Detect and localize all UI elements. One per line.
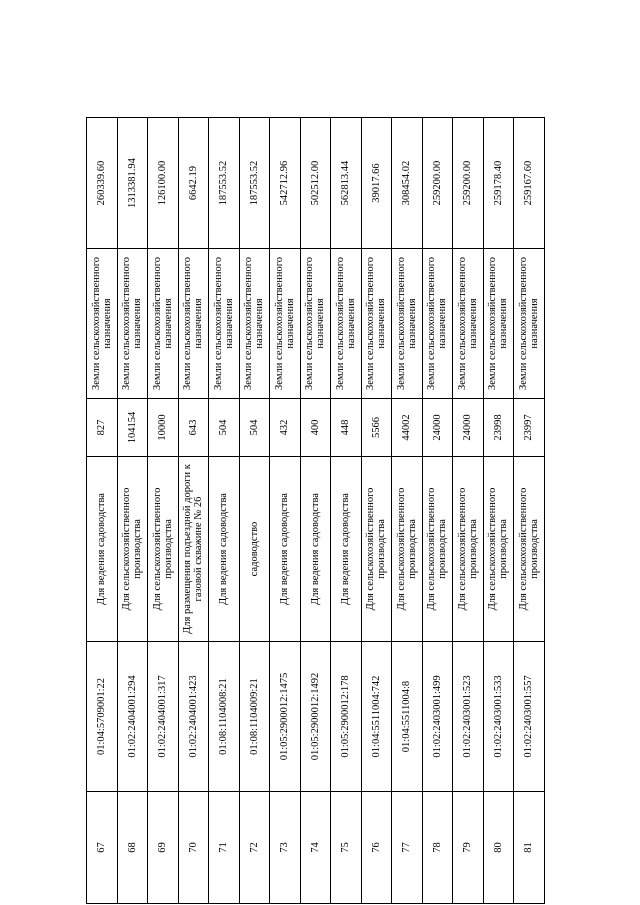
table-row: [117, 118, 148, 904]
cadastral-value-cell: 6642.19: [178, 118, 209, 249]
area-cell: 24000: [453, 399, 484, 457]
row-number-cell: 81: [514, 792, 545, 904]
table-row: [178, 118, 209, 904]
table-row: [87, 118, 118, 904]
rotated-table-wrapper: [86, 118, 544, 904]
row-number-cell: 69: [148, 792, 179, 904]
row-number-cell: 76: [361, 792, 392, 904]
land-category-cell: Земли сельскохозяйственного назначения: [148, 249, 179, 399]
cadastral-number-cell: 01:02:2403001:557: [514, 642, 545, 792]
cadastral-number-cell: 01:04:5511004:8: [392, 642, 423, 792]
table-row: [209, 118, 240, 904]
cadastral-number-cell: 01:02:2404001:317: [148, 642, 179, 792]
area-cell: 827: [87, 399, 118, 457]
row-number-cell: 80: [483, 792, 514, 904]
cadastral-number-cell: 01:02:2404001:423: [178, 642, 209, 792]
table-row: [392, 118, 423, 904]
cadastral-value-cell: 542712.96: [270, 118, 301, 249]
cadastral-number-cell: 01:04:5709001:22: [87, 642, 118, 792]
permitted-use-cell: Для ведения садоводства: [300, 457, 331, 642]
table-row: [148, 118, 179, 904]
permitted-use-cell: Для сельскохозяйственного производства: [514, 457, 545, 642]
row-number-cell: 75: [331, 792, 362, 904]
area-cell: 10000: [148, 399, 179, 457]
permitted-use-cell: Для сельскохозяйственного производства: [148, 457, 179, 642]
cadastral-value-cell: 308454.02: [392, 118, 423, 249]
permitted-use-cell: Для сельскохозяйственного производства: [392, 457, 423, 642]
table-row: [453, 118, 484, 904]
permitted-use-cell: Для сельскохозяйственного производства: [422, 457, 453, 642]
land-category-cell: Земли сельскохозяйственного назначения: [270, 249, 301, 399]
table-row: [270, 118, 301, 904]
permitted-use-cell: Для сельскохозяйственного производства: [453, 457, 484, 642]
area-cell: 400: [300, 399, 331, 457]
land-category-cell: Земли сельскохозяйственного назначения: [209, 249, 240, 399]
permitted-use-cell: Для сельскохозяйственного производства: [117, 457, 148, 642]
permitted-use-cell: Для размещения подъездной дороги к газовой скважине № 26: [178, 457, 209, 642]
cadastral-value-cell: 126100.00: [148, 118, 179, 249]
cadastral-value-cell: 187553.52: [239, 118, 270, 249]
land-category-cell: Земли сельскохозяйственного назначения: [87, 249, 118, 399]
area-cell: 432: [270, 399, 301, 457]
area-cell: 504: [209, 399, 240, 457]
cadastral-number-cell: 01:02:2403001:499: [422, 642, 453, 792]
cadastral-value-cell: 502512.00: [300, 118, 331, 249]
row-number-cell: 74: [300, 792, 331, 904]
land-category-cell: Земли сельскохозяйственного назначения: [453, 249, 484, 399]
land-plots-table: [86, 117, 545, 904]
cadastral-value-cell: 259178.40: [483, 118, 514, 249]
row-number-cell: 67: [87, 792, 118, 904]
table-row: [239, 118, 270, 904]
permitted-use-cell: Для ведения садоводства: [331, 457, 362, 642]
land-category-cell: Земли сельскохозяйственного назначения: [483, 249, 514, 399]
row-number-cell: 70: [178, 792, 209, 904]
table-row: [361, 118, 392, 904]
area-cell: 24000: [422, 399, 453, 457]
area-cell: 23998: [483, 399, 514, 457]
row-number-cell: 78: [422, 792, 453, 904]
cadastral-value-cell: 39017.66: [361, 118, 392, 249]
permitted-use-cell: Для ведения садоводства: [87, 457, 118, 642]
table-row: [422, 118, 453, 904]
cadastral-number-cell: 01:02:2404001:294: [117, 642, 148, 792]
area-cell: 504: [239, 399, 270, 457]
cadastral-number-cell: 01:08:1104009:21: [239, 642, 270, 792]
area-cell: 643: [178, 399, 209, 457]
table-row: [483, 118, 514, 904]
cadastral-value-cell: 259200.00: [422, 118, 453, 249]
row-number-cell: 68: [117, 792, 148, 904]
table-row: [300, 118, 331, 904]
land-category-cell: Земли сельскохозяйственного назначения: [392, 249, 423, 399]
land-category-cell: Земли сельскохозяйственного назначения: [300, 249, 331, 399]
area-cell: 104154: [117, 399, 148, 457]
cadastral-value-cell: 260339.60: [87, 118, 118, 249]
cadastral-value-cell: 259167.60: [514, 118, 545, 249]
cadastral-value-cell: 562813.44: [331, 118, 362, 249]
table-row: [514, 118, 545, 904]
cadastral-number-cell: 01:02:2403001:533: [483, 642, 514, 792]
permitted-use-cell: Для сельскохозяйственного производства: [483, 457, 514, 642]
land-category-cell: Земли сельскохозяйственного назначения: [117, 249, 148, 399]
row-number-cell: 77: [392, 792, 423, 904]
area-cell: 23997: [514, 399, 545, 457]
land-category-cell: Земли сельскохозяйственного назначения: [331, 249, 362, 399]
cadastral-value-cell: 259200.00: [453, 118, 484, 249]
area-cell: 44002: [392, 399, 423, 457]
permitted-use-cell: Для ведения садоводства: [270, 457, 301, 642]
table-body: [87, 118, 545, 904]
cadastral-value-cell: 187553.52: [209, 118, 240, 249]
cadastral-number-cell: 01:05:2900012:1475: [270, 642, 301, 792]
cadastral-number-cell: 01:02:2403001:523: [453, 642, 484, 792]
table-row: [331, 118, 362, 904]
permitted-use-cell: Для ведения садоводства: [209, 457, 240, 642]
area-cell: 448: [331, 399, 362, 457]
cadastral-number-cell: 01:08:1104008:21: [209, 642, 240, 792]
land-category-cell: Земли сельскохозяйственного назначения: [514, 249, 545, 399]
row-number-cell: 71: [209, 792, 240, 904]
land-category-cell: Земли сельскохозяйственного назначения: [422, 249, 453, 399]
cadastral-number-cell: 01:05:2900012:1492: [300, 642, 331, 792]
land-category-cell: Земли сельскохозяйственного назначения: [178, 249, 209, 399]
row-number-cell: 79: [453, 792, 484, 904]
row-number-cell: 73: [270, 792, 301, 904]
permitted-use-cell: садоводство: [239, 457, 270, 642]
cadastral-number-cell: 01:04:5511004:742: [361, 642, 392, 792]
row-number-cell: 72: [239, 792, 270, 904]
land-category-cell: Земли сельскохозяйственного назначения: [239, 249, 270, 399]
area-cell: 5566: [361, 399, 392, 457]
permitted-use-cell: Для сельскохозяйственного производства: [361, 457, 392, 642]
cadastral-number-cell: 01:05:2900012:178: [331, 642, 362, 792]
land-category-cell: Земли сельскохозяйственного назначения: [361, 249, 392, 399]
cadastral-value-cell: 1313381.94: [117, 118, 148, 249]
